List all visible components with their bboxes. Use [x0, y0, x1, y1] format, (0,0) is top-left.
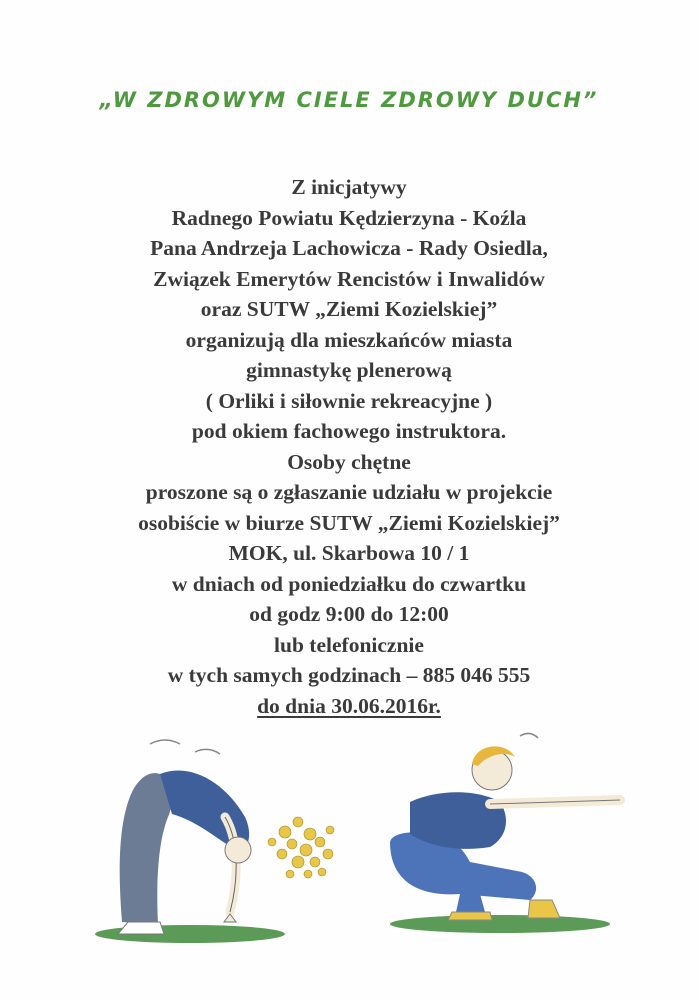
text-line: ( Orliki i siłownie rekreacyjne )	[205, 388, 493, 413]
text-line: lub telefonicznie	[274, 632, 424, 657]
announcement-text	[0, 172, 698, 721]
squatting-exerciser	[390, 733, 620, 933]
text-line: Związek Emerytów Rencistów i Inwalidów	[153, 266, 545, 291]
leaves-pile	[268, 817, 334, 878]
address-line: MOK, ul. Skarbowa 10 / 1	[228, 541, 470, 565]
deadline-line: do dnia 30.06.2016r.	[257, 693, 441, 718]
text-line: organizują dla mieszkańców miasta	[185, 327, 513, 352]
grass-patch-right	[390, 915, 610, 933]
text-line: gimnastykę plenerową	[246, 358, 452, 382]
phone-line: w tych samych godzinach – 885 046 555	[167, 663, 531, 687]
exercise-illustration	[60, 722, 660, 972]
text-line: Z inicjatywy	[291, 175, 407, 199]
text-line: Radnego Powiatu Kędzierzyna - Koźla	[171, 205, 527, 230]
text-line: Pana Andrzeja Lachowicza - Rady Osiedla,	[150, 236, 548, 260]
trousers-left	[120, 773, 172, 924]
hours-line: od godz 9:00 do 12:00	[249, 602, 449, 626]
text-line: Osoby chętne	[287, 449, 411, 474]
poster-headline: „W ZDROWYM CIELE ZDROWY DUCH”	[99, 88, 599, 112]
text-line: osobiście w biurze SUTW „Ziemi Kozielskiej”	[138, 510, 560, 535]
bending-exerciser	[95, 740, 334, 943]
text-line: pod okiem fachowego instruktora.	[191, 419, 507, 443]
text-line: proszone są o zgłaszanie udziału w projekcie	[145, 480, 553, 504]
text-line: w dniach od poniedziałku do czwartku	[171, 571, 527, 596]
text-line: oraz SUTW „Ziemi Kozielskiej”	[200, 297, 498, 321]
